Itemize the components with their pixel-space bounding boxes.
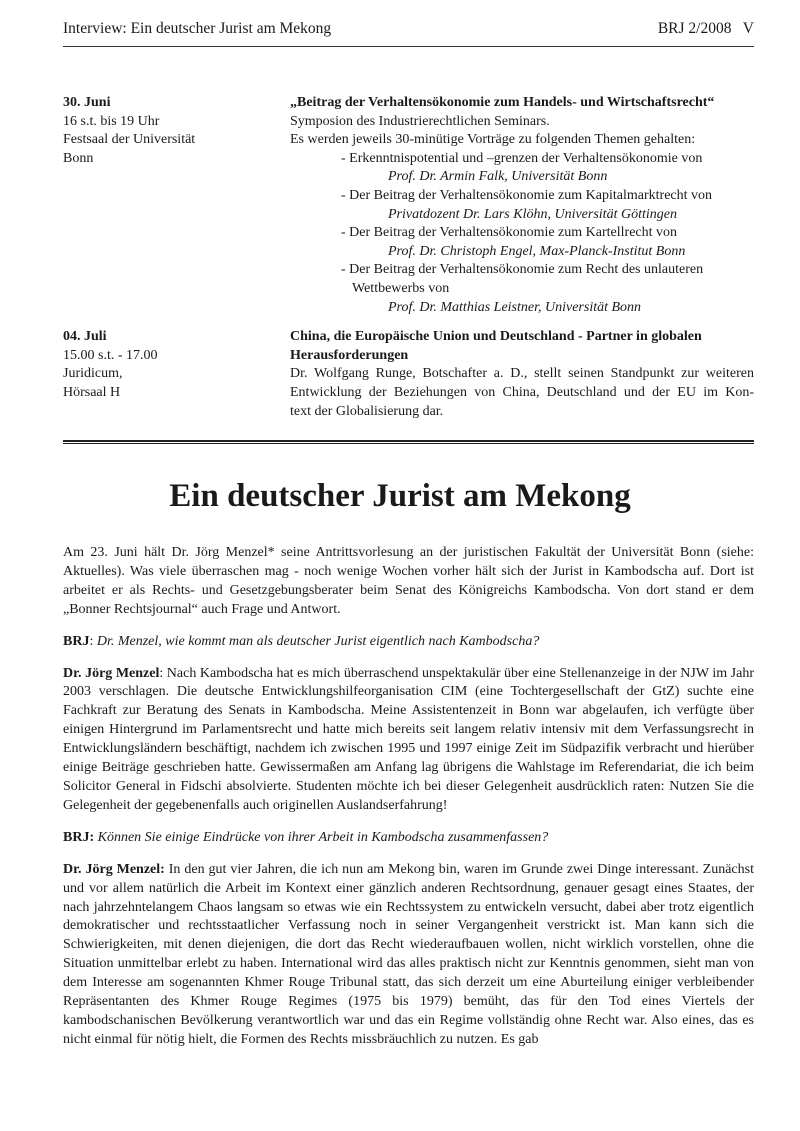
- question-label: BRJ:: [63, 829, 95, 845]
- event-desc: Dr. Wolfgang Runge, Botschafter a. D., stellt seinen Standpunkt zur weiteren: [290, 366, 754, 382]
- event-venue: Juridicum,: [63, 366, 123, 382]
- event-date: 04. Juli: [63, 329, 107, 345]
- event-item: [63, 328, 754, 421]
- section-divider: [63, 440, 754, 444]
- talk-topic: - Erkenntnispotential und –grenzen der Verhaltensökonomie von: [341, 150, 703, 166]
- talk-topic: - Der Beitrag der Verhaltensökonomie zum Recht des unlauteren: [341, 262, 704, 278]
- answer-1: [63, 665, 754, 816]
- event-body: [290, 94, 754, 317]
- talk-speaker: Privatdozent Dr. Lars Klöhn, Universität Göttingen: [388, 206, 677, 222]
- answer-text: : Nach Kambodscha hat es mich überraschend unspektakulär über eine Stellenanzeige in der NJW im Jahr 2003 verschlagen. Die deutsche Entwicklungshilfeorganisation CIM (eine Tochtergesellschaft der GtZ) suchte eine Fachkraft zur Beratung des Senats in Kambodscha. Meine Assistentenzeit in Bonn war abgelaufen, ich verfügte über einigen Hintergrund im Parlamentsrecht und hatte mich bereits seit langem relativ intensiv mit dem Verfassungsrecht in Entwicklungsländern beschäftigt, nachdem ich zwischen 1995 und 1997 einige Zeit im Südpazifik verbracht und hierüber einige Beiträge geschrieben hatte. Gewissermaßen am Anfang lag übrigens die Wahlstage im Referendariat, die ich beim Solicitor General in Fidschi absolvierte. Studenten möchte ich bei dieser Gelegenheit ausdrücklich raten: Nutzen Sie die Gelegenheit der gegebenenfalls auch originellen Auslandserfahrung!: [63, 665, 754, 813]
- event-body: [290, 328, 754, 421]
- talk-speaker: Prof. Dr. Armin Falk, Universität Bonn: [388, 169, 608, 185]
- talk-topic: - Der Beitrag der Verhaltensökonomie zum Kartellrecht von: [341, 225, 678, 241]
- event-title: China, die Europäische Union und Deutschland - Partner in globalen: [290, 329, 702, 345]
- header-title: Interview: Ein deutscher Jurist am Mekong: [63, 20, 332, 37]
- event-city: Bonn: [63, 150, 94, 166]
- running-header: [63, 18, 754, 47]
- article-intro: Am 23. Juni hält Dr. Jörg Menzel* seine Antrittsvorlesung an der juristischen Fakultät der Universität Bonn (siehe: Aktuelles). Was viele überraschen mag - noch wenige Wochen vorher hält sich der Jurist in Kambodscha auf. Dort ist arbeitet er als Rechts- und Gesetzgebungsberater beim Senat des Königreichs Kambodscha. Von dort stand er dem „Bonner Rechtsjournal“ auch Frage und Antwort.: [63, 545, 754, 617]
- question-1: [63, 633, 754, 652]
- question-2: [63, 829, 754, 848]
- answer-label: Dr. Jörg Menzel:: [63, 861, 165, 877]
- event-desc-last: text der Globalisierung dar.: [290, 403, 444, 419]
- event-date: 30. Juni: [63, 95, 111, 110]
- event-title: „Beitrag der Verhaltensökonomie zum Handels- und Wirtschaftsrecht“: [290, 95, 715, 110]
- event-venue: Festsaal der Universität: [63, 132, 196, 148]
- talk-topic-cont: Wettbewerbs von: [352, 280, 450, 296]
- event-time: 15.00 s.t. - 17.00: [63, 347, 158, 363]
- event-meta: [63, 328, 290, 421]
- article-body: [63, 544, 754, 1063]
- talk-speaker: Prof. Dr. Matthias Leistner, Universität Bonn: [388, 299, 642, 315]
- talk-topic: - Der Beitrag der Verhaltensökonomie zum Kapitalmarktrecht von: [341, 187, 713, 203]
- event-room: Hörsaal H: [63, 384, 121, 400]
- talk-speaker: Prof. Dr. Christoph Engel, Max-Planck-Institut Bonn: [388, 243, 686, 259]
- event-meta: [63, 94, 290, 317]
- answer-label: Dr. Jörg Menzel: [63, 665, 160, 681]
- question-text: Können Sie einige Eindrücke von ihrer Arbeit in Kambodscha zusammenfassen?: [94, 829, 549, 845]
- header-issue: BRJ 2/2008 V: [657, 20, 754, 37]
- answer-text: In den gut vier Jahren, die ich nun am Mekong bin, waren im Grunde zwei Dinge interessant. Zunächst und vor allem natürlich die Arbeit im Kontext einer gänzlich anderen Rechtsordnung, genauer gesagt eines Staates, der nach jahrzehntelangem Chaos langsam so etwas wie ein Rechtssystem zu entwickeln versucht, dabei aber trotz eigentlich demokratischer und rechtsstaatlicher Verfassung noch in seiner Vergangenheit verstrickt ist. Man kann sich die Schwierigkeiten, mit denen diejenigen, die dort das Recht wiederaufbauen wollen, nicht wirklich vorstellen, ohne die Situation unmittelbar erlebt zu haben. International wird das alles praktisch nicht zur Kenntnis genommen, sieht man von dem Interesse am sogenannten Khmer Rouge Tribunal statt, das sich derzeit um eine Aburteilung einiger verbleibender Repräsentanten des Khmer Rouge Regimes (1975 bis 1979) bemüht, das für den Tod eines Viertels der kambodschanischen Bevölkerung verantwortlich war und das ein Regime vollständig ohne Recht war. Also eines, das es nicht einmal für nötig hielt, die Formen des Rechts missbräuchlich zu nutzen. Es gab: [63, 861, 754, 1047]
- article-title: Ein deutscher Jurist am Mekong: [169, 478, 631, 514]
- event-line: Es werden jeweils 30-minütige Vorträge zu folgenden Themen gehalten:: [290, 132, 696, 148]
- event-title-cont: Herausforderungen: [290, 347, 409, 363]
- answer-2: [63, 861, 754, 1050]
- question-separator: :: [89, 633, 97, 649]
- event-desc: Entwicklung der Beziehungen von China, Deutschland und der EU im Kon-: [290, 384, 754, 400]
- event-line: Symposion des Industrierechtlichen Seminars.: [290, 113, 550, 129]
- question-label: BRJ: [63, 633, 90, 649]
- event-list: [63, 94, 754, 421]
- event-time: 16 s.t. bis 19 Uhr: [63, 113, 160, 129]
- event-item: [63, 94, 754, 317]
- question-text: Dr. Menzel, wie kommt man als deutscher Jurist eigentlich nach Kambodscha?: [96, 633, 540, 649]
